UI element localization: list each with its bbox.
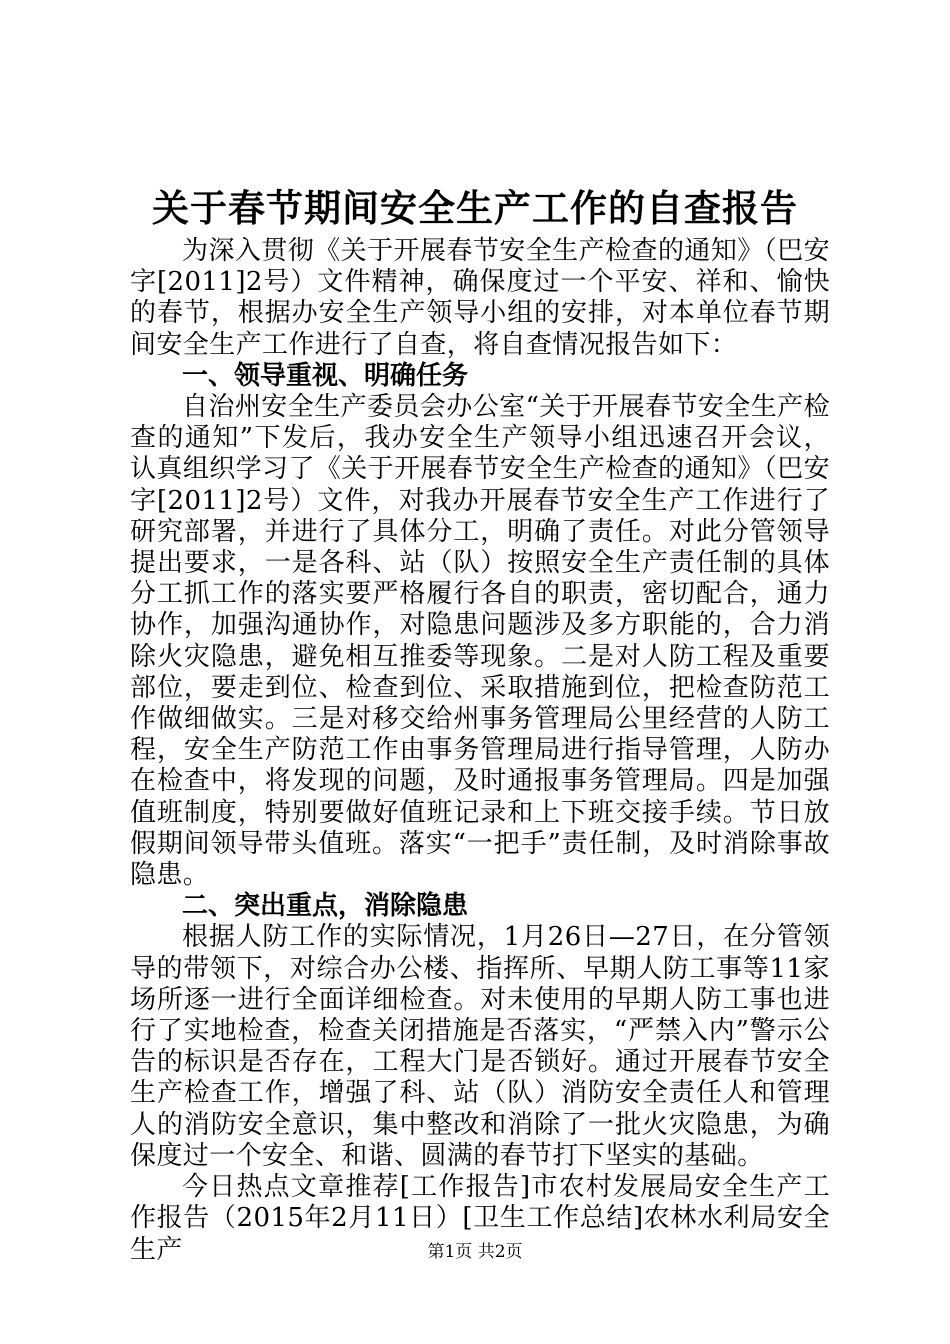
document-title: 关于春节期间安全生产工作的自查报告 xyxy=(152,186,798,230)
section-1-paragraph: 自治州安全生产委员会办公室“关于开展春节安全生产检查的通知”下发后，我办安全生产领导小组迅速召开会议，认真组织学习了《关于开展春节安全生产检查的通知》（巴安字[2011]2号）文件，对我办开展春节安全生产工作进行了研究部署，并进行了具体分工，明确了责任。对此分管领导提出要求，一是各科、站（队）按照安全生产责任制的具体分工抓工作的落实要严格履行各自的职责，密切配合，通力协作，加强沟通协作，对隐患问题涉及多方职能的，合力消除火灾隐患，避免相互推委等现象。二是对人防工程及重要部位，要走到位、检查到位、采取措施到位，把检查防范工作做细做实。三是对移交给州事务管理局公里经营的人防工程，安全生产防范工作由事务管理局进行指导管理，人防办在检查中，将发现的问题，及时通报事务管理局。四是加强值班制度，特别要做好值班记录和上下班交接手续。节日放假期间领导带头值班。落实“一把手”责任制，及时消除事故隐患。 xyxy=(130,392,830,891)
document-body xyxy=(130,236,830,1266)
page-number-footer: 第1页 共2页 xyxy=(427,1242,523,1262)
related-articles-paragraph: 今日热点文章推荐[工作报告]市农村发展局安全生产工作报告（2015年2月11日）[卫生工作总结]农林水利局安全生产 xyxy=(130,1172,830,1265)
section-heading-2: 二、突出重点，消除隐患 xyxy=(182,891,469,922)
section-2-paragraph: 根据人防工作的实际情况，1月26日—27日，在分管领导的带领下，对综合办公楼、指挥所、早期人防工事等11家场所逐一进行全面详细检查。对未使用的早期人防工事也进行了实地检查，检查关闭措施是否落实，“严禁入内”警示公告的标识是否存在，工程大门是否锁好。通过开展春节安全生产检查工作，增强了科、站（队）消防安全责任人和管理人的消防安全意识，集中整改和消除了一批火灾隐患，为确保度过一个安全、和谐、圆满的春节打下坚实的基础。 xyxy=(130,922,830,1171)
section-heading-1: 一、领导重视、明确任务 xyxy=(182,360,469,391)
intro-paragraph: 为深入贯彻《关于开展春节安全生产检查的通知》（巴安字[2011]2号）文件精神，确保度过一个平安、祥和、愉快的春节，根据办安全生产领导小组的安排，对本单位春节期间安全生产工作进行了自查，将自查情况报告如下： xyxy=(130,236,830,360)
